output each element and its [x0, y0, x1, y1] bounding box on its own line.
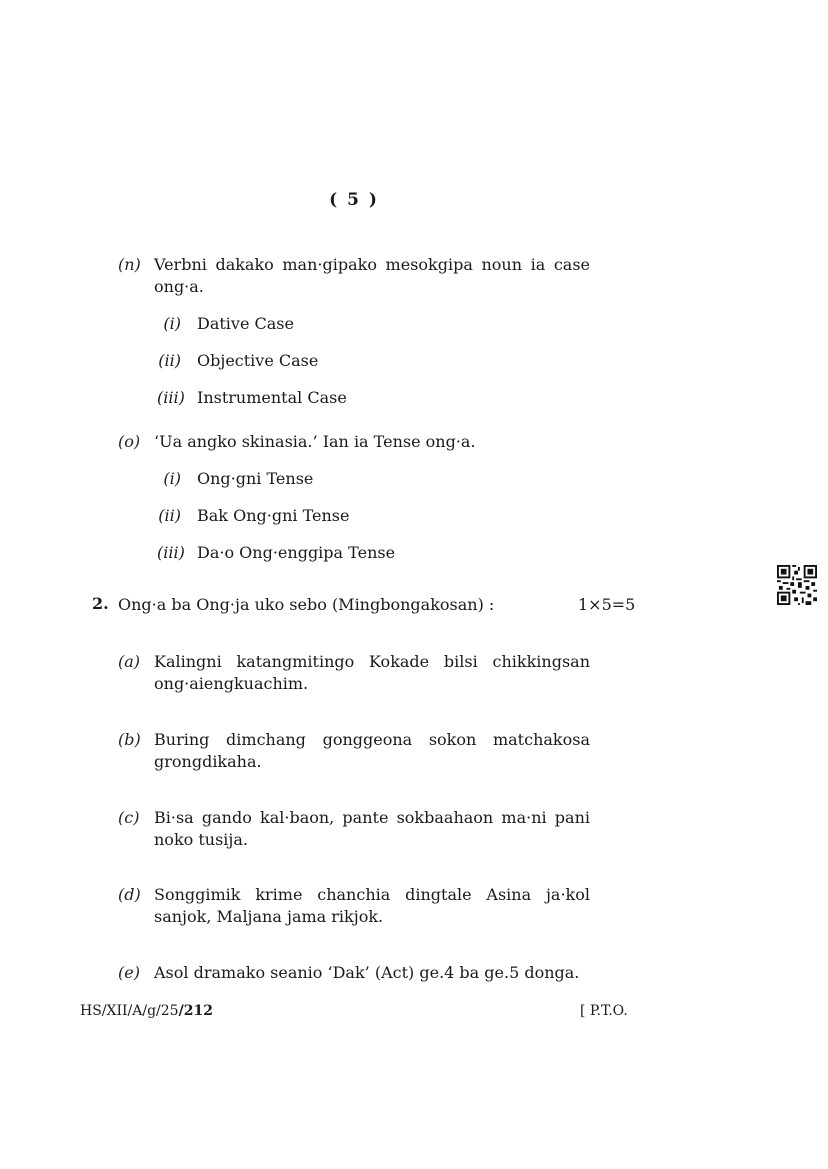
item-text: Bi·sa gando kal·baon, pante sokbaahaon ma·ni pani noko tusija. — [154, 808, 590, 849]
paper-code — [80, 1003, 213, 1019]
qr-code-icon — [777, 565, 817, 605]
item-text: Songgimik krime chanchia dingtale Asina ja·kol sanjok, Maljana jama rikjok. — [154, 885, 590, 926]
option-text: Objective Case — [197, 351, 319, 370]
question-2-text: Ong·a ba Ong·ja uko sebo (Mingbongakosan) : — [118, 595, 495, 614]
page-number: ( 5 ) — [329, 190, 379, 210]
item-label: (a) — [118, 652, 141, 671]
item-text: Buring dimchang gonggeona sokon matchakosa grongdikaha. — [154, 730, 590, 771]
question-text: ‘Ua angko skinasia.’ Ian ia Tense ong·a. — [154, 432, 476, 451]
option-label: (i) — [163, 469, 181, 488]
item-text: Kalingni katangmitingo Kokade bilsi chikkingsan ong·aiengkuachim. — [154, 652, 590, 693]
option-label: (iii) — [157, 543, 185, 562]
option-label: (ii) — [158, 506, 181, 525]
marks: 1×5=5 — [578, 595, 636, 614]
option-text: Ong·gni Tense — [197, 469, 314, 488]
question-label: (n) — [118, 255, 141, 274]
question-text: Verbni dakako man·gipako mesokgipa noun ia case ong·a. — [154, 255, 590, 296]
item-text: Asol dramako seanio ‘Dak’ (Act) ge.4 ba ge.5 donga. — [154, 963, 580, 982]
pto-label: [ P.T.O. — [580, 1003, 628, 1019]
item-label: (b) — [118, 730, 141, 749]
item-label: (d) — [118, 885, 141, 904]
option-text: Instrumental Case — [197, 388, 347, 407]
option-label: (i) — [163, 314, 181, 333]
question-number: 2. — [92, 594, 109, 613]
paper-code-number: /212 — [178, 1003, 213, 1019]
option-text: Da·o Ong·enggipa Tense — [197, 543, 396, 562]
question-label: (o) — [118, 432, 141, 451]
item-label: (c) — [118, 808, 140, 827]
item-label: (e) — [118, 963, 140, 982]
option-label: (ii) — [158, 351, 181, 370]
paper-code-prefix: HS/XII/A/g/25 — [80, 1003, 179, 1019]
option-text: Dative Case — [197, 314, 294, 333]
option-text: Bak Ong·gni Tense — [197, 506, 350, 525]
option-label: (iii) — [157, 388, 185, 407]
